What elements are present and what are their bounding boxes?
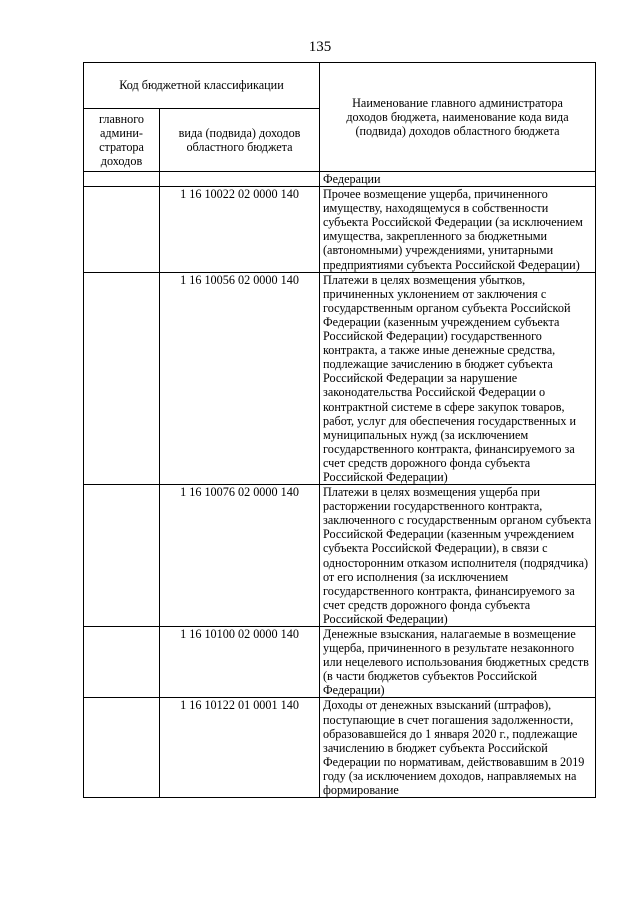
description-cell: Прочее возмещение ущерба, причиненного имуществу, находящемуся в собственности субъекта Российской Федерации (за исключением имущества, закрепленного за бюджетными (автономными) учреждениями, унитарными предприятиями субъекта Российской Федерации) <box>320 187 596 273</box>
code-cell: 1 16 10122 01 0001 140 <box>160 698 320 798</box>
admin-cell <box>84 485 160 627</box>
page-number: 135 <box>308 39 332 55</box>
code-cell: 1 16 10100 02 0000 140 <box>160 627 320 698</box>
table-header-row <box>84 63 596 109</box>
admin-cell <box>84 698 160 798</box>
description-cell: Платежи в целях возмещения убытков, причиненных уклонением от заключения с государственным органом субъекта Российской Федерации (казенным учреждением субъекта Российской Федерации) государственного контракта, а также иные денежные средства, подлежащие зачислению в бюджет субъекта Российской Федерации за нарушение законодательства Российской Федерации о контрактной системе в сфере закупок товаров, работ, услуг для обеспечения государственных и муниципальных нужд (за исключением государственного контракта, финансируемого за счет средств дорожного фонда субъекта Российской Федерации) <box>320 272 596 484</box>
admin-cell <box>84 172 160 187</box>
header-administrator-name: Наименование главного администратора доходов бюджета, наименование кода вида (подвида) доходов областного бюджета <box>320 63 596 172</box>
table-row <box>84 187 596 273</box>
description-cell: Платежи в целях возмещения ущерба при расторжении государственного контракта, заключенного с государственным органом субъекта Российской Федерации (казенным учреждением субъекта Российской Федерации), в связи с односторонним отказом исполнителя (подрядчика) от его исполнения (за исключением государственного контракта, финансируемого за счет средств дорожного фонда субъекта Российской Федерации) <box>320 485 596 627</box>
code-cell: 1 16 10022 02 0000 140 <box>160 187 320 273</box>
description-cell: Федерации <box>320 172 596 187</box>
header-income-type: вида (подвида) доходов областного бюджета <box>160 109 320 172</box>
description-cell: Денежные взыскания, налагаемые в возмещение ущерба, причиненного в результате незаконного или нецелевого использования бюджетных средств (в части бюджетов субъектов Российской Федерации) <box>320 627 596 698</box>
code-cell: 1 16 10056 02 0000 140 <box>160 272 320 484</box>
table-row <box>84 627 596 698</box>
header-budget-classification-code: Код бюджетной классификации <box>84 63 320 109</box>
table-row <box>84 698 596 798</box>
header-main-administrator: главного админи-стратора доходов <box>84 109 160 172</box>
table-row <box>84 485 596 627</box>
code-cell: 1 16 10076 02 0000 140 <box>160 485 320 627</box>
table-row-carry-over <box>84 172 596 187</box>
admin-cell <box>84 627 160 698</box>
description-cell: Доходы от денежных взысканий (штрафов), поступающие в счет погашения задолженности, образовавшейся до 1 января 2020 г., подлежащие зачислению в бюджет субъекта Российской Федерации по нормативам, действовавшим в 2019 году (за исключением доходов, направляемых на формирование <box>320 698 596 798</box>
budget-classification-table <box>83 62 596 798</box>
table-row <box>84 272 596 484</box>
code-cell <box>160 172 320 187</box>
admin-cell <box>84 272 160 484</box>
admin-cell <box>84 187 160 273</box>
